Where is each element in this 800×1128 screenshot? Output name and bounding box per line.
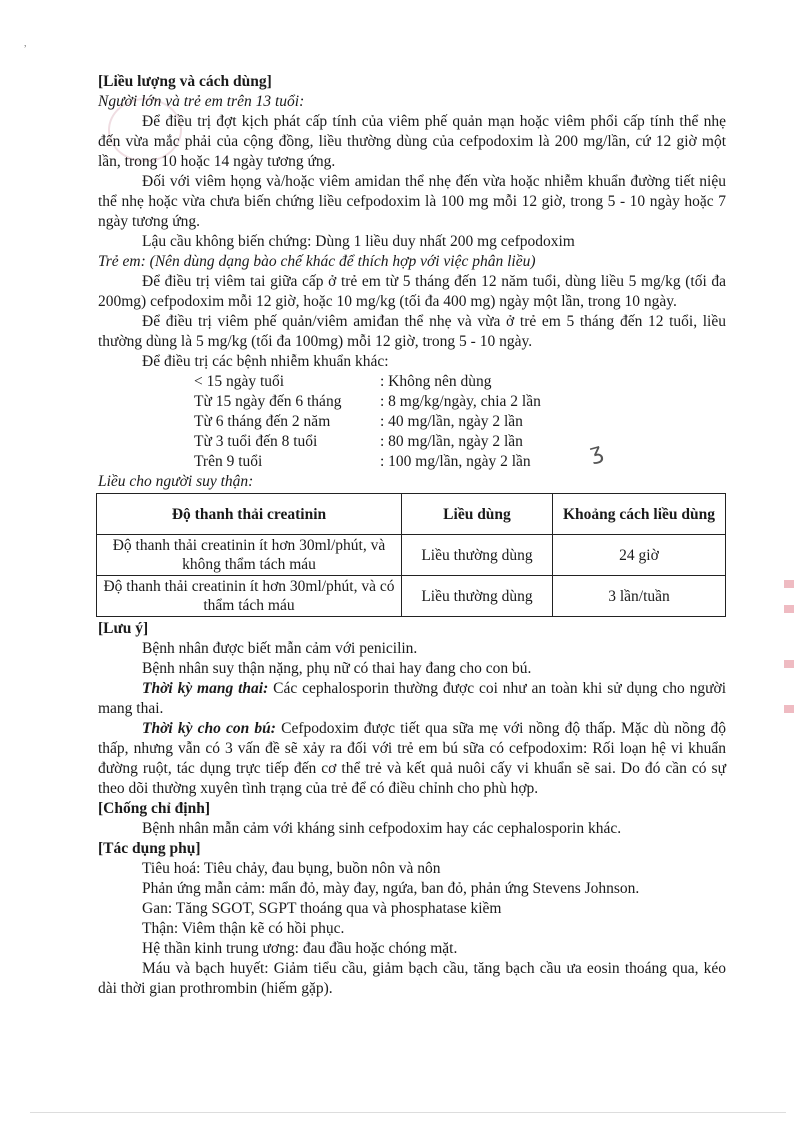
dose-value: : Không nên dùng — [380, 373, 492, 390]
table-header: Độ thanh thải creatinin — [97, 494, 402, 535]
side-effect-item: Tiêu hoá: Tiêu chảy, đau bụng, buồn nôn và nôn — [142, 860, 441, 877]
caution-paragraph-1: Bệnh nhân được biết mẫn cảm với penicilin. — [142, 640, 418, 657]
adult-paragraph-2: Đối với viêm họng và/hoặc viêm amidan thể nhẹ đến vừa hoặc nhiễm khuẩn đường tiết niệu thể nhẹ hoặc vừa chưa biến chứng liều cefpodoxim là 100 mg mỗi 12 giờ, trong 5 - 10 ngày hoặc 7 ngày tương ứng. — [98, 173, 726, 230]
edge-mark — [784, 705, 794, 713]
edge-mark — [784, 580, 794, 588]
table-cell: Độ thanh thải creatinin ít hơn 30ml/phút, và có thẩm tách máu — [97, 576, 402, 617]
child-paragraph-3: Để điều trị các bệnh nhiễm khuẩn khác: — [142, 353, 389, 370]
dose-value: : 40 mg/lần, ngày 2 lần — [380, 413, 523, 430]
dose-value: : 8 mg/kg/ngày, chia 2 lần — [380, 393, 541, 410]
list-item — [194, 432, 726, 452]
age-label: < 15 ngày tuổi — [194, 373, 285, 390]
caution-paragraph-2: Bệnh nhân suy thận nặng, phụ nữ có thai hay đang cho con bú. — [142, 660, 532, 677]
contraindication-paragraph: Bệnh nhân mẫn cảm với kháng sinh cefpodoxim hay các cephalosporin khác. — [142, 820, 622, 837]
renal-dose-table — [96, 493, 726, 617]
side-effects-heading: [Tác dụng phụ] — [98, 840, 201, 857]
dose-value: : 80 mg/lần, ngày 2 lần — [380, 433, 523, 450]
age-label: Từ 3 tuổi đến 8 tuổi — [194, 433, 318, 450]
side-effect-item: Máu và bạch huyết: Giảm tiểu cầu, giảm bạch cầu, tăng bạch cầu ưa eosin thoáng qua, kéo dài thời gian prothrombin (hiếm gặp). — [98, 960, 726, 997]
side-effect-item: Thận: Viêm thận kẽ có hồi phục. — [142, 920, 345, 937]
child-paragraph-1: Để điều trị viêm tai giữa cấp ở trẻ em từ 5 tháng đến 12 năm tuổi, dùng liều 5 mg/kg (tối đa 200mg) cefpodoxim mỗi 12 giờ, hoặc 10 mg/kg (tối đa 400 mg) ngày một lần, trong 10 ngày. — [98, 273, 726, 310]
page-bottom-edge — [30, 1112, 786, 1113]
table-cell: Liều thường dùng — [402, 535, 553, 576]
renal-heading: Liều cho người suy thận: — [98, 473, 254, 490]
table-cell: 24 giờ — [553, 535, 726, 576]
adult-paragraph-3: Lậu cầu không biến chứng: Dùng 1 liều duy nhất 200 mg cefpodoxim — [142, 233, 575, 250]
list-item — [194, 452, 726, 472]
initials-signature: ʒ — [586, 438, 606, 467]
age-label: Từ 6 tháng đến 2 năm — [194, 413, 331, 430]
table-row — [97, 576, 726, 617]
pregnancy-label: Thời kỳ mang thai: — [142, 680, 269, 697]
lactation-paragraph — [98, 719, 726, 799]
pregnancy-paragraph — [98, 679, 726, 719]
table-header-row — [97, 494, 726, 535]
side-effect-item: Hệ thần kinh trung ương: đau đầu hoặc chóng mặt. — [142, 940, 458, 957]
edge-mark — [784, 605, 794, 613]
table-header: Liều dùng — [402, 494, 553, 535]
table-cell: Độ thanh thải creatinin ít hơn 30ml/phút, và không thẩm tách máu — [97, 535, 402, 576]
table-cell: Liều thường dùng — [402, 576, 553, 617]
adult-heading: Người lớn và trẻ em trên 13 tuổi: — [98, 93, 305, 110]
child-heading: Trẻ em: (Nên dùng dạng bào chế khác để thích hợp với việc phân liều) — [98, 253, 536, 270]
side-effect-item: Phản ứng mẫn cảm: mẩn đỏ, mày đay, ngứa, ban đỏ, phản ứng Stevens Johnson. — [142, 880, 640, 897]
document-page — [98, 72, 726, 999]
contraindication-heading: [Chống chỉ định] — [98, 800, 210, 817]
lactation-text: Cefpodoxim được tiết qua sữa mẹ với nồng độ thấp. Mặc dù nồng độ thấp, nhưng vẫn có 3 vấn đề sẽ xảy ra đối với trẻ em bú sữa có cefpodoxim: Rối loạn hệ vi khuẩn đường ruột, tác dụng trực tiếp đến cơ thể trẻ và kết quả nuôi cấy vi khuẩn sẽ sai. Do đó cần có sự theo dõi thường xuyên tình trạng của trẻ để có điều chỉnh cho phù hợp. — [98, 720, 726, 797]
age-label: Từ 15 ngày đến 6 tháng — [194, 393, 342, 410]
caution-heading: [Lưu ý] — [98, 620, 149, 637]
dosage-heading: [Liều lượng và cách dùng] — [98, 73, 272, 90]
child-paragraph-2: Để điều trị viêm phế quản/viêm amiđan thể nhẹ và vừa ở trẻ em 5 tháng đến 12 tuổi, liều thường dùng là 5 mg/kg (tối đa 100mg) mỗi 12 giờ, trong 5 - 10 ngày. — [98, 313, 726, 350]
edge-mark — [784, 660, 794, 668]
table-header: Khoảng cách liều dùng — [553, 494, 726, 535]
pregnancy-text: Các cephalosporin thường được coi như an toàn khi sử dụng cho người mang thai. — [98, 680, 726, 717]
corner-mark: , — [24, 38, 27, 49]
list-item — [194, 392, 726, 412]
adult-paragraph-1: Để điều trị đợt kịch phát cấp tính của viêm phế quản mạn hoặc viêm phổi cấp tính thể nhẹ đến vừa mắc phải của cộng đồng, liều thường dùng của cefpodoxim là 200 mg/lần, cứ 12 giờ một lần, trong 10 hoặc 14 ngày tương ứng. — [98, 113, 726, 170]
age-dose-list — [194, 372, 726, 472]
table-row — [97, 535, 726, 576]
side-effect-item: Gan: Tăng SGOT, SGPT thoáng qua và phosphatase kiềm — [142, 900, 502, 917]
list-item — [194, 412, 726, 432]
age-label: Trên 9 tuổi — [194, 453, 263, 470]
table-cell: 3 lần/tuần — [553, 576, 726, 617]
dose-value: : 100 mg/lần, ngày 2 lần — [380, 453, 531, 470]
lactation-label: Thời kỳ cho con bú: — [142, 720, 276, 737]
list-item — [194, 372, 726, 392]
